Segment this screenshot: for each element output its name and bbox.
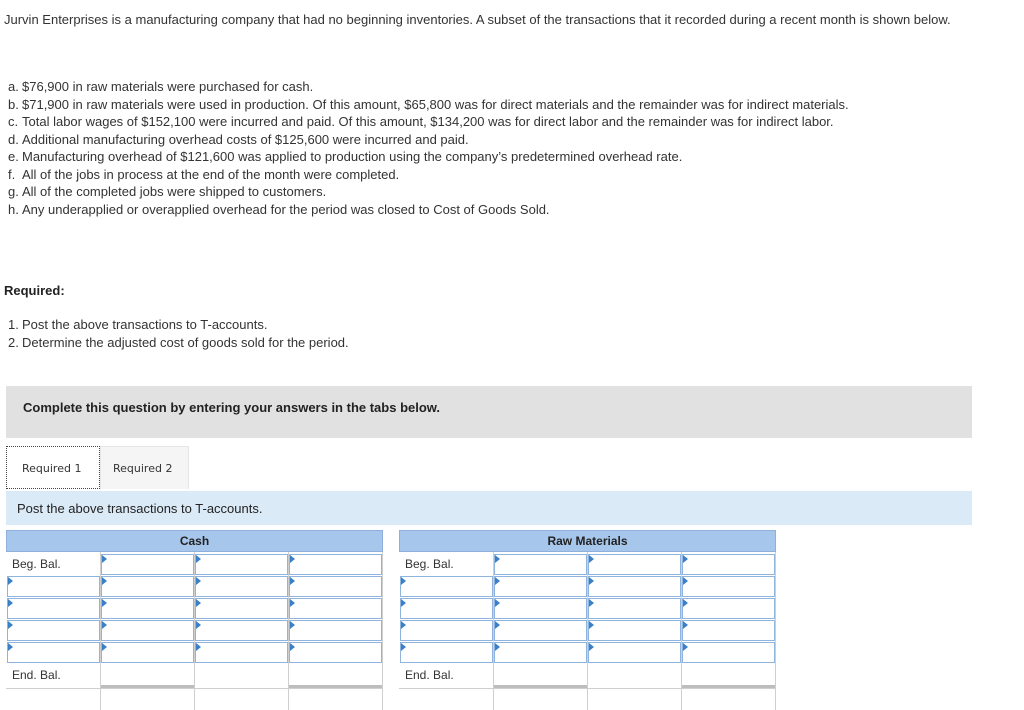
entry-input[interactable] <box>588 642 681 663</box>
transaction-text: Any underapplied or overapplied overhead for the period was closed to Cost of Goods Sold. <box>22 201 550 217</box>
column-divider <box>382 552 383 710</box>
ending-balance-cell <box>101 666 194 684</box>
transaction-letter: c. <box>8 114 19 129</box>
entry-input[interactable] <box>588 576 681 597</box>
ending-balance-cell <box>682 666 775 684</box>
beginning-balance-input[interactable] <box>289 554 382 575</box>
entry-input[interactable] <box>588 598 681 619</box>
beginning-balance-input[interactable] <box>195 554 288 575</box>
transaction-item <box>0 183 900 201</box>
entry-input[interactable] <box>494 642 587 663</box>
required-item <box>0 316 349 334</box>
transaction-item <box>0 148 900 166</box>
entry-input[interactable] <box>682 598 775 619</box>
entry-input[interactable] <box>400 576 493 597</box>
beginning-balance-input[interactable] <box>101 554 194 575</box>
transaction-item <box>0 96 900 114</box>
ending-balance-cell <box>494 666 587 684</box>
entry-input[interactable] <box>195 642 288 663</box>
transaction-letter: d. <box>8 131 19 147</box>
entry-input[interactable] <box>289 576 382 597</box>
beginning-balance-label: Beg. Bal. <box>12 557 61 571</box>
row-divider <box>399 688 776 689</box>
banner-text: Complete this question by entering your answers in the tabs below. <box>23 400 441 415</box>
required-item <box>0 334 349 352</box>
transaction-text: $71,900 in raw materials were used in production. Of this amount, $65,800 was for direct materials and the remainder was for indirect materials. <box>22 96 849 112</box>
transaction-text: All of the jobs in process at the end of the month were completed. <box>22 166 400 182</box>
t-account-raw-materials <box>399 530 776 710</box>
transaction-text: $76,900 in raw materials were purchased for cash. <box>22 79 314 94</box>
t-account-title: Raw Materials <box>399 530 776 552</box>
entry-input[interactable] <box>7 598 100 619</box>
entry-input[interactable] <box>101 576 194 597</box>
ending-balance-label: End. Bal. <box>12 668 61 682</box>
transaction-list <box>0 78 900 218</box>
transaction-letter: h. <box>8 201 19 217</box>
t-account-title: Cash <box>6 530 383 552</box>
tab-required-1[interactable] <box>6 446 100 489</box>
entry-input[interactable] <box>682 576 775 597</box>
t-account-cash <box>6 530 383 710</box>
tab-instruction-text: Post the above transactions to T-accounts. <box>17 501 263 516</box>
row-divider <box>6 688 383 689</box>
tab-required-2[interactable] <box>100 446 189 489</box>
entry-input[interactable] <box>494 598 587 619</box>
entry-input[interactable] <box>7 576 100 597</box>
entry-input[interactable] <box>400 598 493 619</box>
tab-label: Required 2 <box>113 462 173 475</box>
entry-input[interactable] <box>101 642 194 663</box>
required-heading: Required: <box>4 283 65 298</box>
beginning-balance-input[interactable] <box>588 554 681 575</box>
transaction-item <box>0 201 900 219</box>
entry-input[interactable] <box>289 598 382 619</box>
transaction-item <box>0 166 900 184</box>
entry-input[interactable] <box>195 598 288 619</box>
transaction-letter: f. <box>8 166 16 182</box>
entry-input[interactable] <box>289 620 382 641</box>
tab-instruction <box>6 491 972 525</box>
entry-input[interactable] <box>101 620 194 641</box>
entry-input[interactable] <box>195 576 288 597</box>
problem-intro: Jurvin Enterprises is a manufacturing company that had no beginning inventories. A subset of the transactions that it recorded during a recent month is shown below. <box>4 12 951 27</box>
entry-input[interactable] <box>7 642 100 663</box>
entry-input[interactable] <box>494 620 587 641</box>
entry-input[interactable] <box>400 620 493 641</box>
transaction-letter: e. <box>8 149 19 164</box>
required-number: 2. <box>8 334 19 350</box>
entry-input[interactable] <box>400 642 493 663</box>
required-text: Determine the adjusted cost of goods sold for the period. <box>22 334 349 350</box>
ending-balance-cell <box>289 666 382 684</box>
entry-input[interactable] <box>101 598 194 619</box>
entry-input[interactable] <box>494 576 587 597</box>
tab-label: Required 1 <box>22 462 82 475</box>
transaction-text: All of the completed jobs were shipped to customers. <box>22 184 327 199</box>
column-divider <box>775 552 776 710</box>
beginning-balance-input[interactable] <box>494 554 587 575</box>
transaction-letter: g. <box>8 184 19 199</box>
beginning-balance-input[interactable] <box>682 554 775 575</box>
entry-input[interactable] <box>682 642 775 663</box>
transaction-letter: a. <box>8 79 19 94</box>
transaction-item <box>0 113 900 131</box>
entry-input[interactable] <box>289 642 382 663</box>
entry-input[interactable] <box>7 620 100 641</box>
required-number: 1. <box>8 317 19 332</box>
transaction-letter: b. <box>8 96 19 112</box>
transaction-text: Total labor wages of $152,100 were incurred and paid. Of this amount, $134,200 was for direct labor and the remainder was for indirect labor. <box>22 114 834 129</box>
transaction-item <box>0 78 900 96</box>
transaction-text: Additional manufacturing overhead costs of $125,600 were incurred and paid. <box>22 131 469 147</box>
beginning-balance-label: Beg. Bal. <box>405 557 454 571</box>
required-list <box>0 316 349 351</box>
transaction-text: Manufacturing overhead of $121,600 was applied to production using the company’s predetermined overhead rate. <box>22 149 683 164</box>
entry-input[interactable] <box>195 620 288 641</box>
entry-input[interactable] <box>682 620 775 641</box>
required-text: Post the above transactions to T-accounts. <box>22 317 268 332</box>
instruction-banner <box>6 386 972 438</box>
ending-balance-label: End. Bal. <box>405 668 454 682</box>
transaction-item <box>0 131 900 149</box>
entry-input[interactable] <box>588 620 681 641</box>
